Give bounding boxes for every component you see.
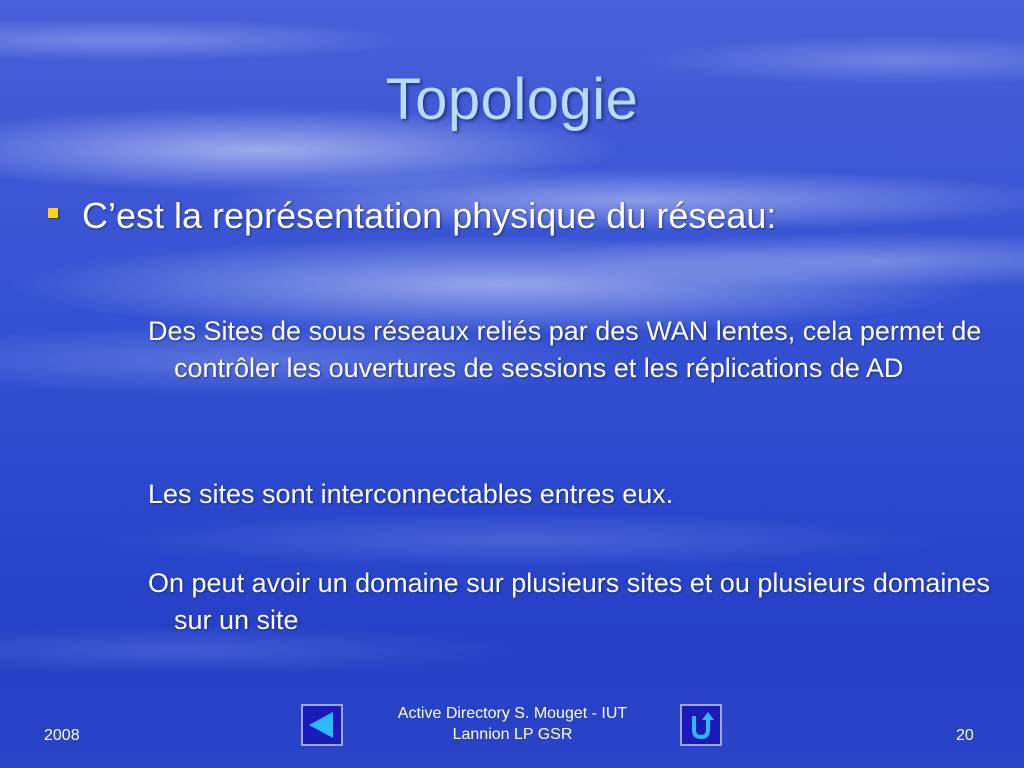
footer-title-line1: Active Directory S. Mouget - IUT bbox=[397, 705, 628, 722]
footer-date: 2008 bbox=[44, 727, 80, 744]
page-number: 20 bbox=[956, 727, 974, 744]
back-arrow-icon bbox=[303, 706, 341, 744]
subpoint-sites: Des Sites de sous réseaux reliés par des WAN lentes, cela permet de contrôler les ouvertures de sessions et les réplications de AD bbox=[148, 316, 982, 383]
main-bullet bbox=[48, 192, 776, 240]
main-bullet-text: C’est la représentation physique du réseau: bbox=[82, 195, 777, 236]
return-arrow-icon bbox=[682, 706, 720, 744]
slide-title: Topologie bbox=[385, 67, 639, 132]
subpoint-interconnect: Les sites sont interconnectables entres eux. bbox=[148, 479, 674, 509]
footer-title-line2: Lannion LP GSR bbox=[452, 726, 573, 743]
bullet-square-icon bbox=[48, 208, 58, 218]
footer-title bbox=[360, 703, 665, 745]
return-button[interactable] bbox=[680, 704, 722, 746]
previous-slide-button[interactable] bbox=[301, 704, 343, 746]
subpoint-domains: On peut avoir un domaine sur plusieurs sites et ou plusieurs domaines sur un site bbox=[148, 568, 990, 635]
